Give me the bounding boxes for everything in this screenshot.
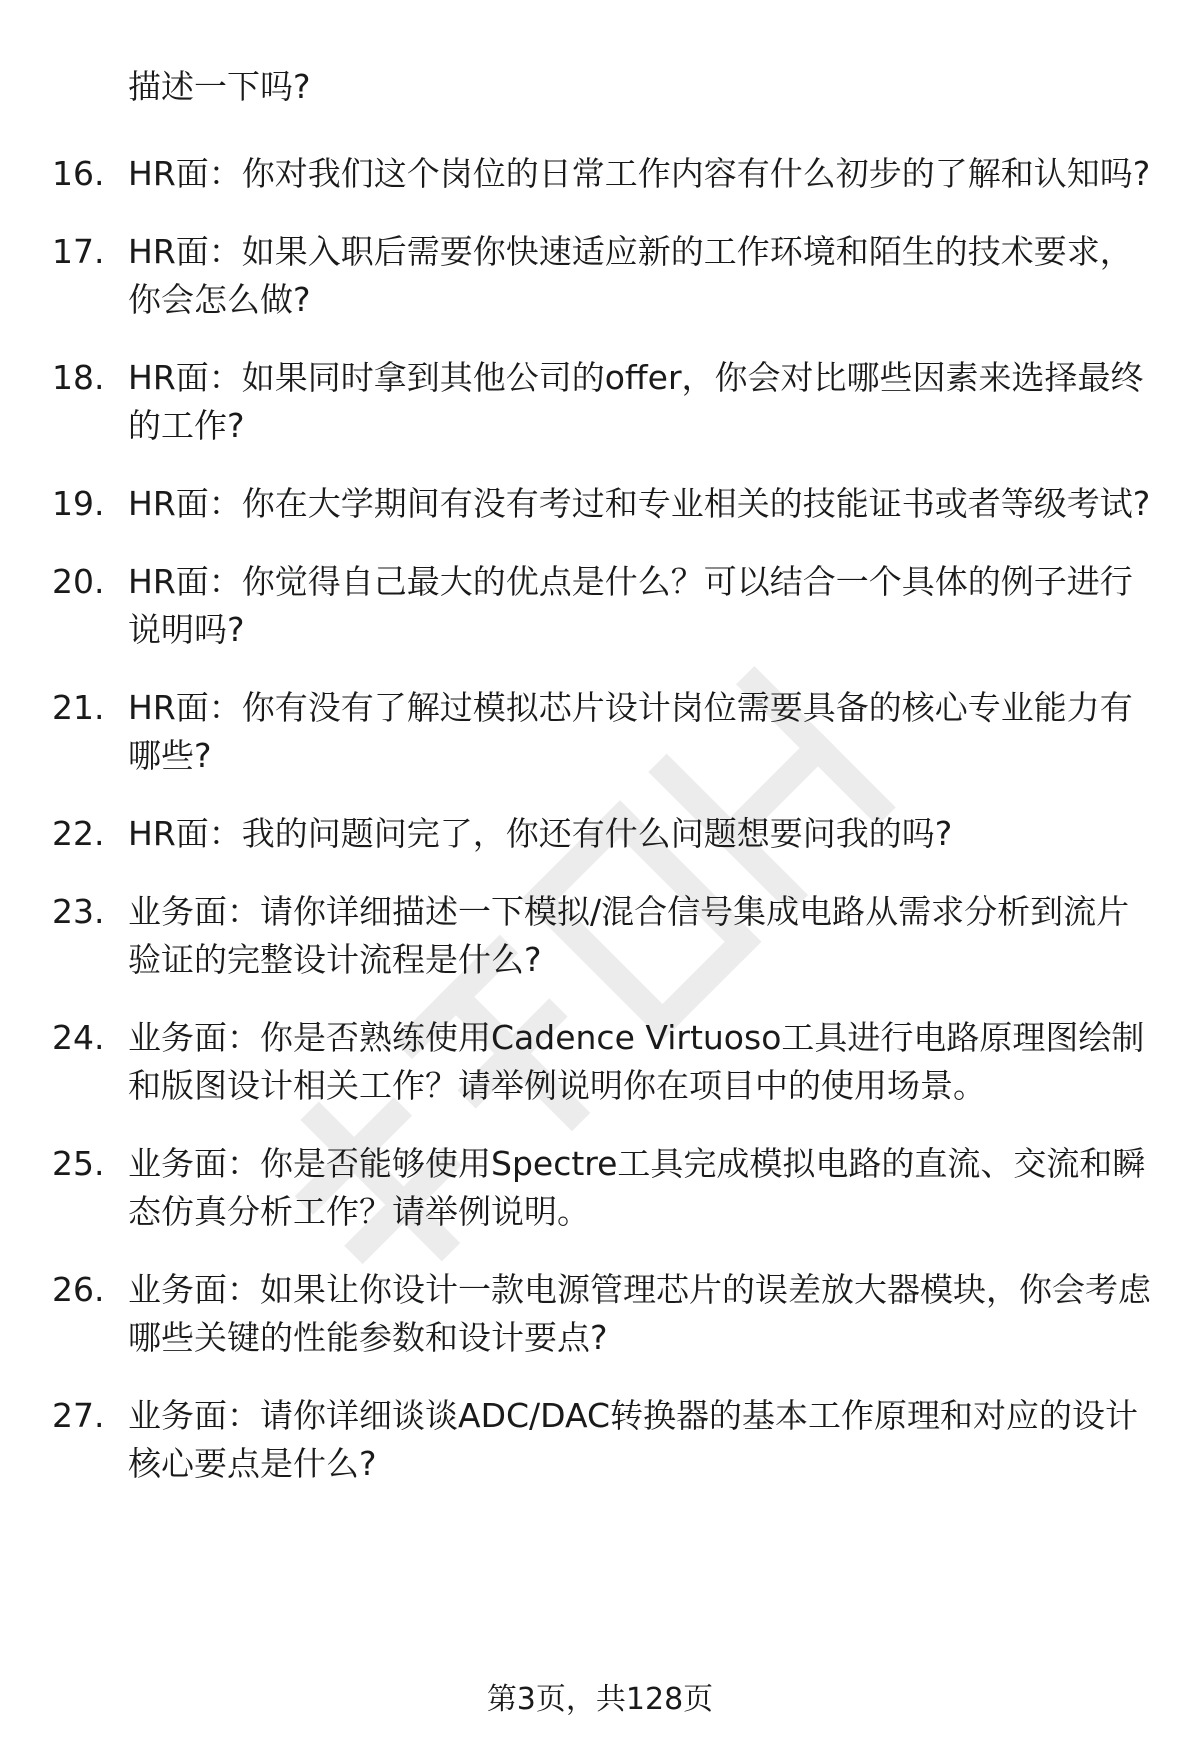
question-number: 26. xyxy=(52,1270,105,1309)
list-item xyxy=(0,1266,1200,1362)
question-text: HR面：你觉得自己最大的优点是什么？可以结合一个具体的例子进行说明吗? xyxy=(128,562,1133,649)
question-text: HR面：你有没有了解过模拟芯片设计岗位需要具备的核心专业能力有哪些? xyxy=(128,688,1133,775)
list-item xyxy=(0,1392,1200,1488)
question-number: 17. xyxy=(52,232,105,271)
question-text: HR面：你在大学期间有没有考过和专业相关的技能证书或者等级考试? xyxy=(128,484,1151,523)
question-number: 27. xyxy=(52,1396,105,1435)
question-text: 业务面：你是否熟练使用Cadence Virtuoso工具进行电路原理图绘制和版图设计相关工作？请举例说明你在项目中的使用场景。 xyxy=(128,1018,1145,1105)
list-item xyxy=(0,558,1200,654)
question-number: 21. xyxy=(52,688,105,727)
question-number: 20. xyxy=(52,562,105,601)
question-text: 业务面：你是否能够使用Spectre工具完成模拟电路的直流、交流和瞬态仿真分析工作？请举例说明。 xyxy=(128,1144,1146,1231)
list-item xyxy=(0,354,1200,450)
question-text: 业务面：请你详细谈谈ADC/DAC转换器的基本工作原理和对应的设计核心要点是什么? xyxy=(128,1396,1139,1483)
question-text: HR面：我的问题问完了，你还有什么问题想要问我的吗? xyxy=(128,814,953,853)
list-item xyxy=(0,150,1200,198)
question-number: 24. xyxy=(52,1018,105,1057)
list-item xyxy=(0,1140,1200,1236)
question-number: 25. xyxy=(52,1144,105,1183)
list-item xyxy=(0,480,1200,528)
question-list xyxy=(0,150,1200,1518)
list-item xyxy=(0,888,1200,984)
question-text: HR面：你对我们这个岗位的日常工作内容有什么初步的了解和认知吗? xyxy=(128,154,1151,193)
question-number: 19. xyxy=(52,484,105,523)
continued-question-text: 描述一下吗? xyxy=(128,67,311,106)
question-text: 业务面：请你详细描述一下模拟/混合信号集成电路从需求分析到流片验证的完整设计流程是什么? xyxy=(128,892,1130,979)
question-number: 22. xyxy=(52,814,105,853)
list-item xyxy=(0,1014,1200,1110)
question-number: 23. xyxy=(52,892,105,931)
page-number-footer: 第3页，共128页 xyxy=(486,1682,714,1717)
question-text: HR面：如果入职后需要你快速适应新的工作环境和陌生的技术要求，你会怎么做? xyxy=(128,232,1133,319)
question-text: 业务面：如果让你设计一款电源管理芯片的误差放大器模块，你会考虑哪些关键的性能参数和设计要点? xyxy=(128,1270,1151,1357)
list-item xyxy=(0,810,1200,858)
list-item xyxy=(0,228,1200,324)
question-number: 18. xyxy=(52,358,105,397)
question-text: HR面：如果同时拿到其他公司的offer，你会对比哪些因素来选择最终的工作? xyxy=(128,358,1144,445)
question-number: 16. xyxy=(52,154,105,193)
list-item xyxy=(0,684,1200,780)
